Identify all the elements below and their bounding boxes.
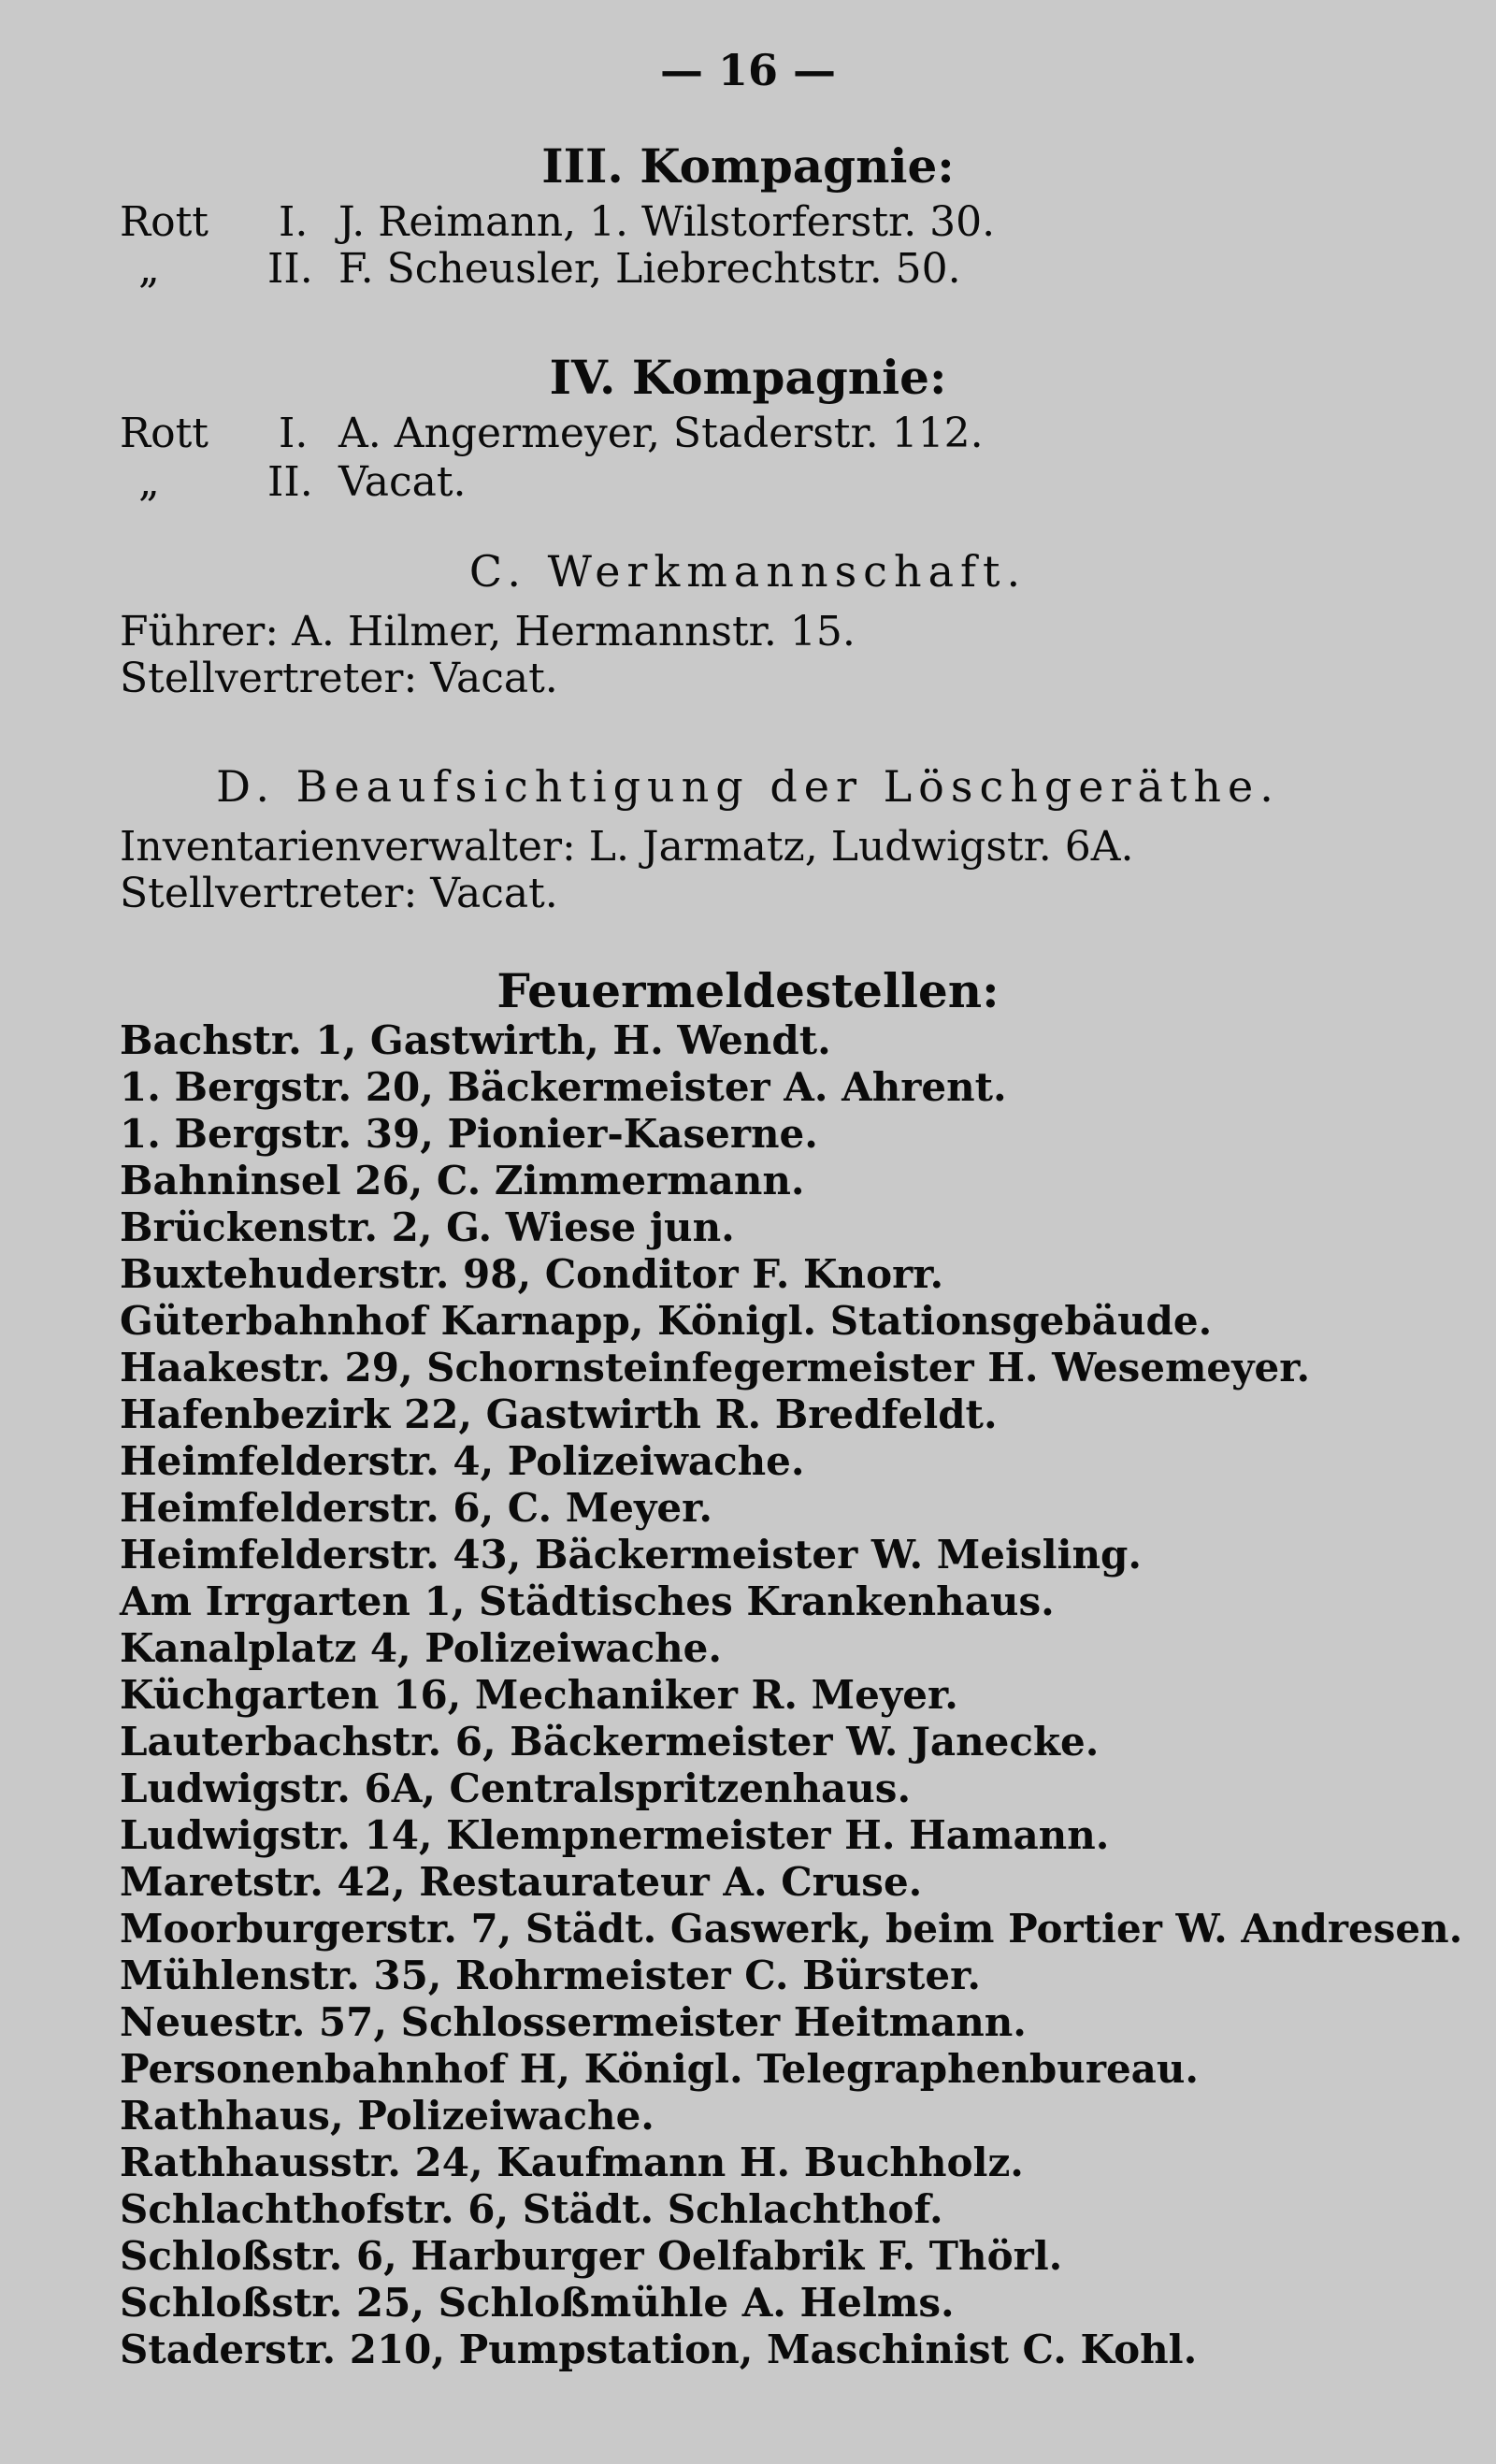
list-item: Brückenstr. 2, G. Wiese jun. <box>120 1204 735 1250</box>
row-text: J. Reimann, 1. Wilstorferstr. 30. <box>338 198 996 246</box>
row-numeral: I. <box>279 198 309 246</box>
list-item: Heimfelderstr. 43, Bäckermeister W. Meisling. <box>120 1532 1143 1578</box>
company-3-heading: III. Kompagnie: <box>541 138 955 194</box>
page-number: — 16 — <box>659 45 837 95</box>
list-item: Ludwigstr. 14, Klempnermeister H. Hamann. <box>120 1812 1110 1858</box>
list-item: Küchgarten 16, Mechaniker R. Meyer. <box>120 1672 958 1718</box>
section-c-line: Stellvertreter: Vacat. <box>120 655 558 702</box>
row-numeral: II. <box>267 245 313 293</box>
row-label: Rott <box>120 198 209 246</box>
list-item: Lauterbachstr. 6, Bäckermeister W. Janecke. <box>120 1719 1100 1765</box>
fire-stations-list <box>120 1017 1462 2373</box>
row-numeral: II. <box>267 458 313 506</box>
list-item: Bachstr. 1, Gastwirth, H. Wendt. <box>120 1017 831 1063</box>
fire-stations-heading: Feuermeldestellen: <box>496 963 1000 1018</box>
list-item: Güterbahnhof Karnapp, Königl. Stationsgebäude. <box>120 1298 1213 1344</box>
list-item: Am Irrgarten 1, Städtisches Krankenhaus. <box>120 1578 1055 1624</box>
list-item: Moorburgerstr. 7, Städt. Gaswerk, beim Portier W. Andresen. <box>120 1906 1463 1952</box>
list-item: Maretstr. 42, Restaurateur A. Cruse. <box>120 1859 923 1905</box>
list-item: Personenbahnhof H, Königl. Telegraphenbureau. <box>120 2046 1200 2092</box>
list-item: Rathhausstr. 24, Kaufmann H. Buchholz. <box>120 2140 1024 2185</box>
list-item: Hafenbezirk 22, Gastwirth R. Bredfeldt. <box>120 1391 998 1437</box>
section-c-heading: C. Werkmannschaft. <box>468 546 1028 597</box>
list-item: Buxtehuderstr. 98, Conditor F. Knorr. <box>120 1251 944 1297</box>
list-item: Schloßstr. 6, Harburger Oelfabrik F. Thörl. <box>120 2233 1063 2279</box>
row-numeral: I. <box>279 410 309 457</box>
section-d-heading: D. Beaufsichtigung der Löschgeräthe. <box>216 761 1280 812</box>
list-item: Heimfelderstr. 4, Polizeiwache. <box>120 1438 805 1484</box>
list-item: 1. Bergstr. 39, Pionier-Kaserne. <box>120 1111 818 1157</box>
section-d-line: Inventarienverwalter: L. Jarmatz, Ludwigstr. 6A. <box>120 823 1134 871</box>
list-item: Rathhaus, Polizeiwache. <box>120 2093 654 2139</box>
list-item: Mühlenstr. 35, Rohrmeister C. Bürster. <box>120 1952 982 1998</box>
row-text: F. Scheusler, Liebrechtstr. 50. <box>338 245 961 293</box>
section-d-line: Stellvertreter: Vacat. <box>120 870 558 917</box>
row-label: „ <box>138 245 160 293</box>
list-item: Ludwigstr. 6A, Centralspritzenhaus. <box>120 1765 912 1811</box>
list-item: Staderstr. 210, Pumpstation, Maschinist C. Kohl. <box>120 2327 1198 2372</box>
company-4-heading: IV. Kompagnie: <box>549 350 947 405</box>
list-item: Schlachthofstr. 6, Städt. Schlachthof. <box>120 2186 943 2232</box>
list-item: Schloßstr. 25, Schloßmühle A. Helms. <box>120 2280 955 2326</box>
list-item: Heimfelderstr. 6, C. Meyer. <box>120 1485 712 1531</box>
list-item: Bahninsel 26, C. Zimmermann. <box>120 1158 805 1203</box>
list-item: 1. Bergstr. 20, Bäckermeister A. Ahrent. <box>120 1064 1007 1110</box>
row-text: Vacat. <box>338 458 467 506</box>
list-item: Kanalplatz 4, Polizeiwache. <box>120 1625 723 1671</box>
list-item: Haakestr. 29, Schornsteinfegermeister H. Wesemeyer. <box>120 1345 1311 1391</box>
row-label: „ <box>138 458 160 506</box>
list-item: Neuestr. 57, Schlossermeister Heitmann. <box>120 1999 1027 2045</box>
section-c-line: Führer: A. Hilmer, Hermannstr. 15. <box>120 608 856 656</box>
row-label: Rott <box>120 410 209 457</box>
row-text: A. Angermeyer, Staderstr. 112. <box>338 410 984 457</box>
